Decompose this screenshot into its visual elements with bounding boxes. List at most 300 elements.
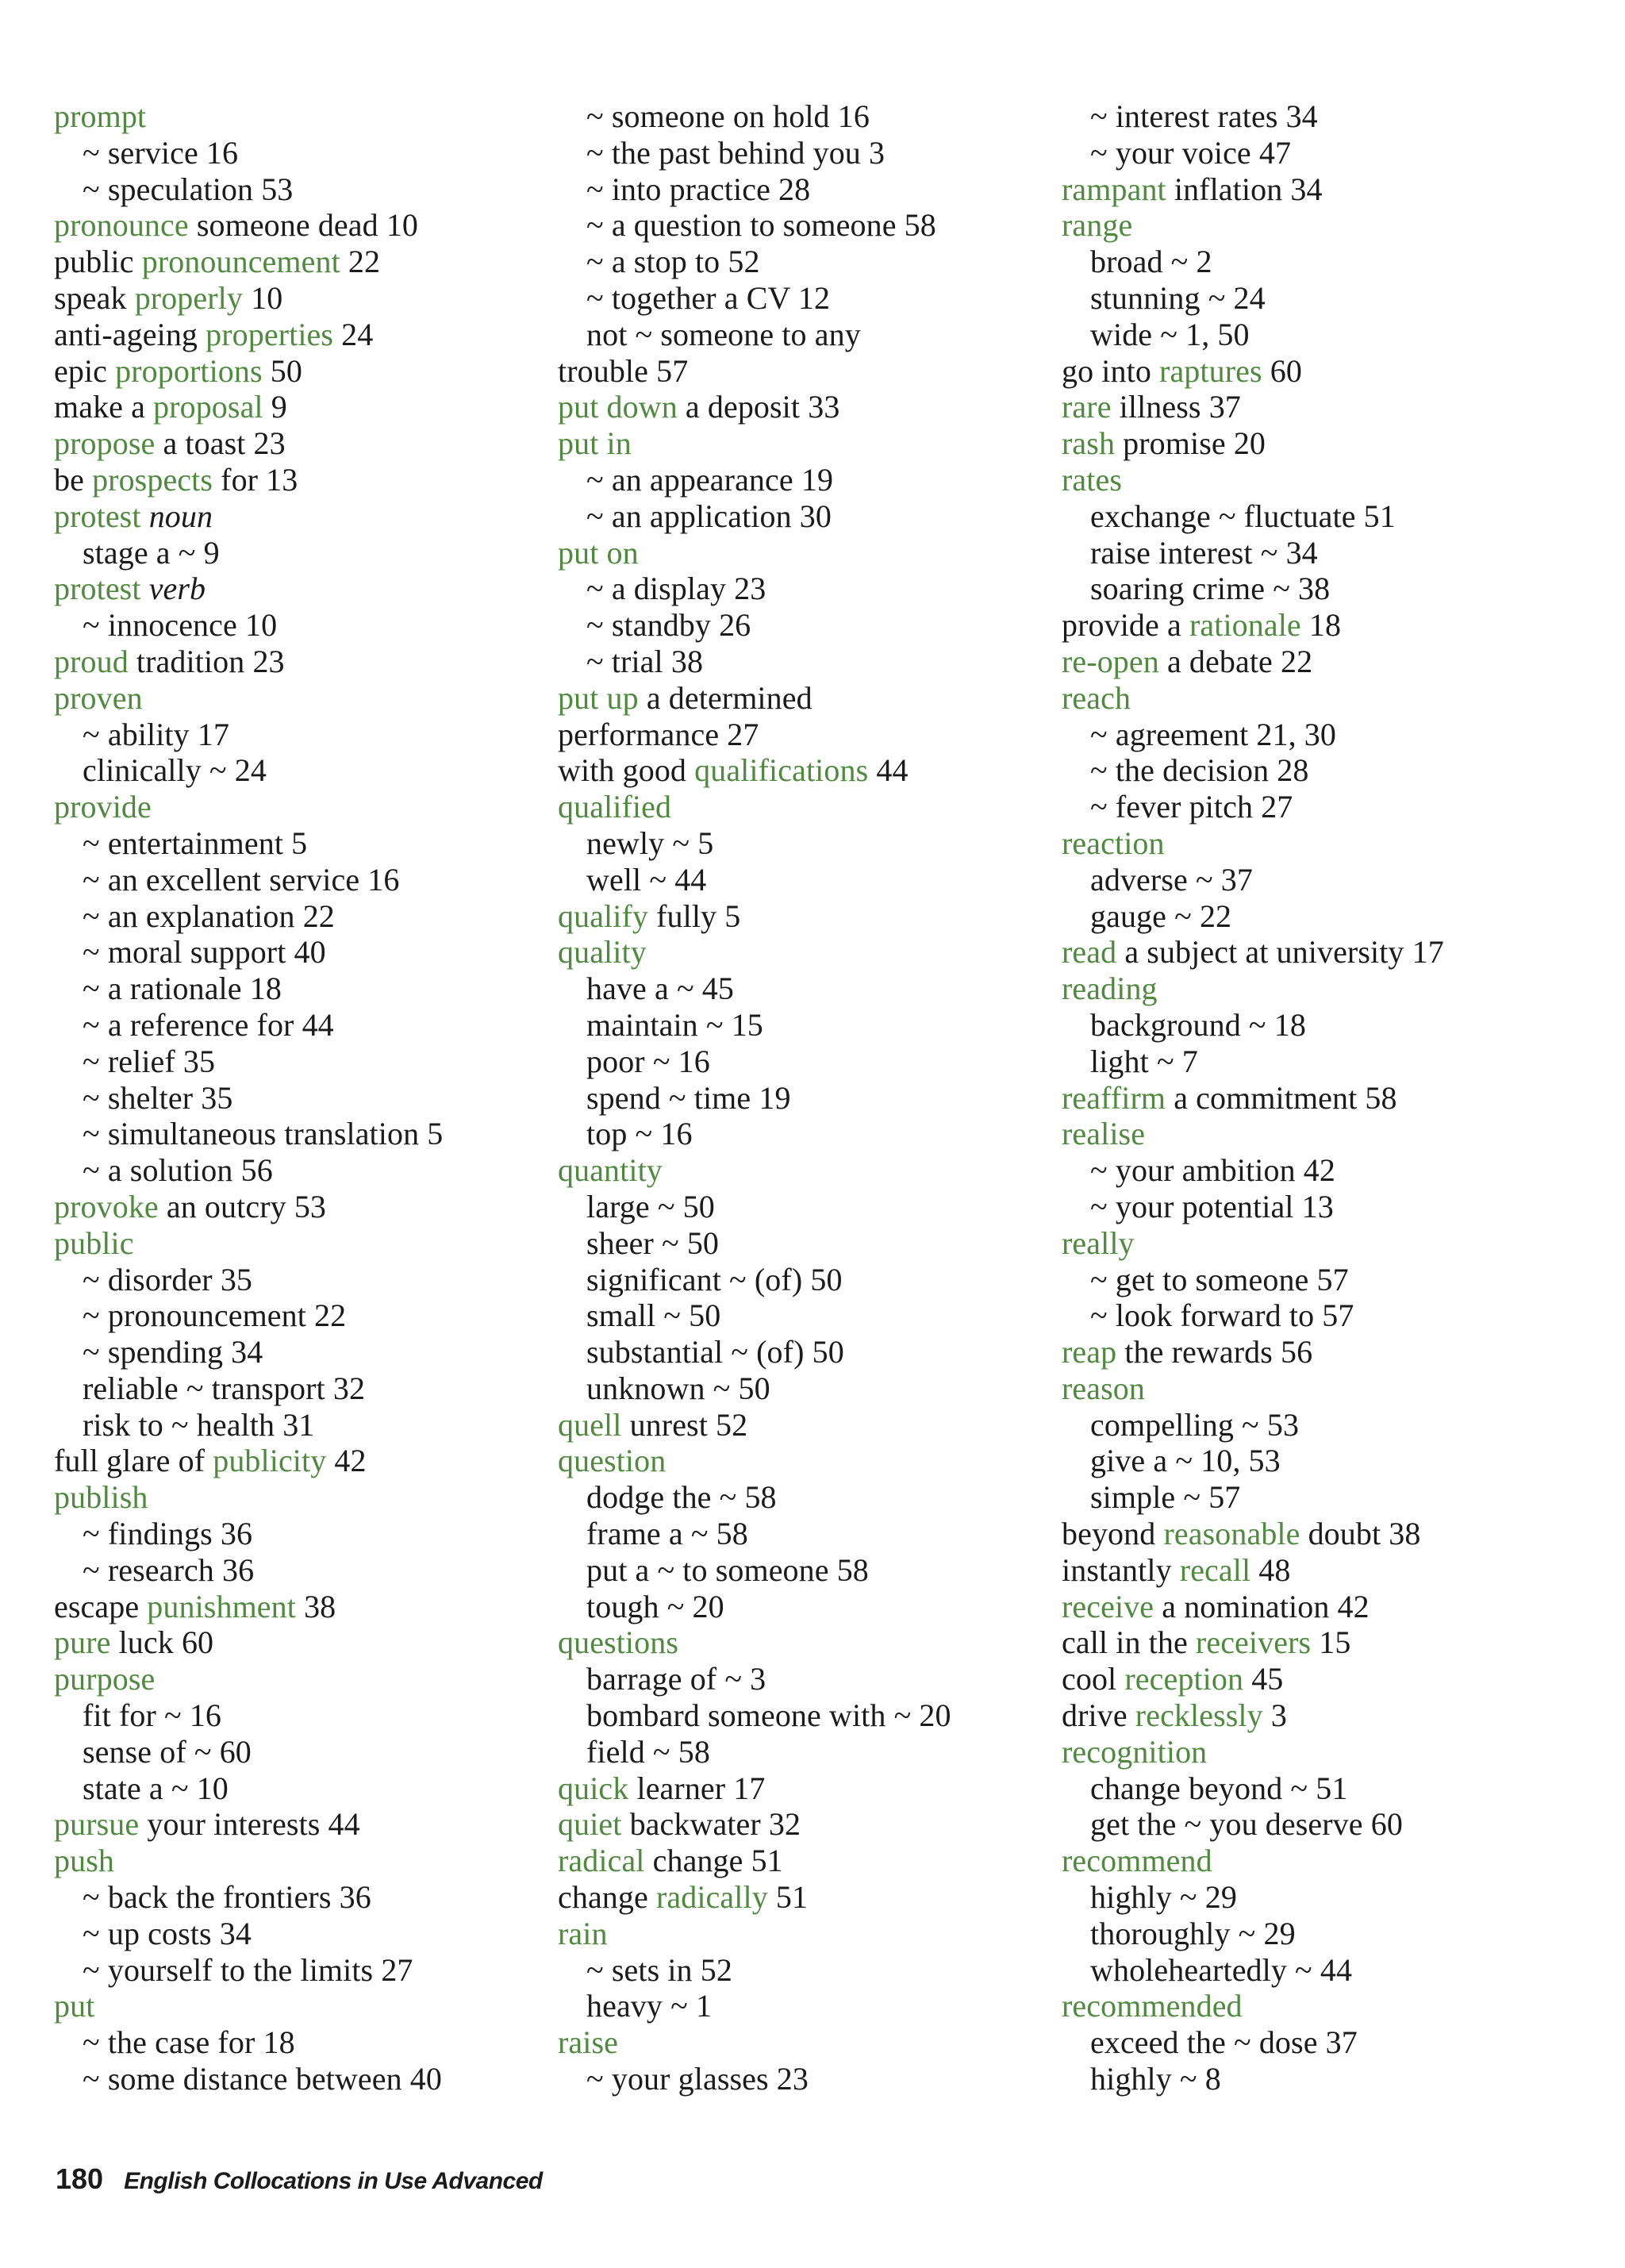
index-subentry bbox=[54, 1370, 530, 1407]
subentry-text: highly ~ 8 bbox=[1090, 2061, 1221, 2097]
subentry-text: ~ a display 23 bbox=[586, 571, 766, 607]
subentry-text: reliable ~ transport 32 bbox=[83, 1370, 366, 1406]
index-entry bbox=[1062, 1080, 1585, 1117]
entry-text-before: go into bbox=[1062, 352, 1160, 389]
subentry-text: ~ ability 17 bbox=[83, 716, 230, 752]
index-subentry bbox=[54, 1916, 530, 1952]
headword: reap bbox=[1062, 1334, 1117, 1370]
index-subentry bbox=[1062, 498, 1585, 535]
headword: qualify bbox=[558, 898, 649, 934]
headword: rash bbox=[1062, 425, 1116, 462]
headword: quality bbox=[558, 934, 647, 971]
index-subentry bbox=[558, 1952, 1034, 1989]
entry-text-after: 60 bbox=[1262, 352, 1302, 389]
entry-text-after: 24 bbox=[333, 316, 374, 352]
index-subentry bbox=[558, 98, 1034, 135]
index-subentry bbox=[558, 1589, 1034, 1625]
index-subentry bbox=[54, 135, 530, 171]
headword: realise bbox=[1062, 1116, 1146, 1152]
index-subentry bbox=[558, 571, 1034, 607]
index-subentry bbox=[1062, 98, 1585, 135]
subentry-text: ~ your potential 13 bbox=[1090, 1188, 1334, 1224]
entry-text-before: epic bbox=[54, 352, 116, 389]
entry-text-after: a determined bbox=[638, 679, 812, 716]
entry-text-after: a commitment 58 bbox=[1166, 1079, 1397, 1116]
headword: reach bbox=[1062, 679, 1131, 716]
subentry-text: unknown ~ 50 bbox=[586, 1370, 770, 1406]
index-subentry bbox=[1062, 898, 1585, 935]
entry-text-before: cool bbox=[1062, 1661, 1125, 1697]
headword: publicity bbox=[213, 1443, 327, 1479]
subentry-text: ~ an appearance 19 bbox=[586, 461, 834, 498]
headword: qualified bbox=[558, 789, 672, 825]
headword: reception bbox=[1124, 1661, 1244, 1697]
entry-text-before: instantly bbox=[1062, 1551, 1180, 1588]
index-subentry bbox=[558, 1007, 1034, 1044]
index-entry bbox=[1062, 1225, 1585, 1262]
index-entry bbox=[1062, 1552, 1585, 1589]
subentry-text: ~ an excellent service 16 bbox=[83, 861, 400, 898]
index-subentry bbox=[558, 1262, 1034, 1298]
index-subentry bbox=[54, 535, 530, 571]
entry-text-before: performance 27 bbox=[558, 716, 759, 752]
headword: radically bbox=[655, 1879, 768, 1916]
index-entry bbox=[1062, 171, 1585, 208]
index-entry bbox=[558, 1770, 1034, 1807]
entry-text-before: be bbox=[54, 461, 93, 498]
index-subentry bbox=[558, 1334, 1034, 1370]
entry-text-after: tradition 23 bbox=[128, 643, 285, 679]
index-subentry bbox=[54, 2024, 530, 2061]
index-entry bbox=[54, 425, 530, 462]
headword: rare bbox=[1062, 389, 1112, 425]
subentry-text: put a ~ to someone 58 bbox=[586, 1551, 869, 1588]
index-subentry bbox=[558, 1734, 1034, 1770]
index-entry bbox=[54, 1189, 530, 1225]
index-entry bbox=[1062, 1370, 1585, 1407]
index-entry bbox=[558, 1407, 1034, 1443]
part-of-speech-label: verb bbox=[148, 571, 206, 607]
index-subentry bbox=[54, 1516, 530, 1552]
subentry-text: ~ research 36 bbox=[83, 1551, 255, 1588]
index-subentry bbox=[1062, 244, 1585, 280]
headword: recklessly bbox=[1135, 1697, 1263, 1734]
index-entry bbox=[558, 1879, 1034, 1916]
subentry-text: state a ~ 10 bbox=[83, 1770, 229, 1806]
index-subentry bbox=[54, 1734, 530, 1770]
index-subentry bbox=[54, 971, 530, 1007]
index-subentry bbox=[54, 717, 530, 753]
entry-text-after: doubt 38 bbox=[1300, 1516, 1421, 1552]
headword: purpose bbox=[54, 1661, 156, 1697]
index-entry bbox=[558, 1624, 1034, 1661]
headword: put on bbox=[558, 534, 639, 571]
subentry-text: adverse ~ 37 bbox=[1090, 861, 1253, 898]
index-subentry bbox=[558, 1552, 1034, 1589]
index-entry bbox=[558, 1916, 1034, 1952]
subentry-text: risk to ~ health 31 bbox=[83, 1406, 315, 1443]
index-entry bbox=[54, 644, 530, 680]
subentry-text: give a ~ 10, 53 bbox=[1090, 1443, 1281, 1479]
index-subentry bbox=[54, 862, 530, 898]
headword: put down bbox=[558, 389, 678, 425]
entry-text-after: fully 5 bbox=[648, 898, 741, 934]
subentry-text: ~ moral support 40 bbox=[83, 934, 326, 971]
index-entry bbox=[54, 1443, 530, 1479]
index-entry bbox=[1062, 934, 1585, 971]
entry-text-before: anti-ageing bbox=[54, 316, 206, 352]
headword: provoke bbox=[54, 1188, 159, 1224]
subentry-text: wide ~ 1, 50 bbox=[1090, 316, 1250, 352]
headword: receivers bbox=[1195, 1624, 1312, 1661]
index-entry bbox=[558, 898, 1034, 935]
entry-text-after: 9 bbox=[263, 389, 287, 425]
entry-text-after: 45 bbox=[1243, 1661, 1284, 1697]
index-subentry bbox=[54, 171, 530, 208]
index-entry bbox=[54, 244, 530, 280]
index-subentry bbox=[1062, 789, 1585, 825]
index-entry bbox=[558, 389, 1034, 425]
entry-text-after: 50 bbox=[262, 352, 302, 389]
index-subentry bbox=[54, 1407, 530, 1443]
entry-text-after: 15 bbox=[1311, 1624, 1351, 1661]
headword: punishment bbox=[147, 1588, 296, 1624]
index-subentry bbox=[558, 971, 1034, 1007]
subentry-text: large ~ 50 bbox=[586, 1188, 715, 1224]
index-subentry bbox=[1062, 752, 1585, 789]
subentry-text: ~ yourself to the limits 27 bbox=[83, 1951, 413, 1988]
subentry-text: top ~ 16 bbox=[586, 1116, 693, 1152]
index-subentry bbox=[558, 171, 1034, 208]
subentry-text: poor ~ 16 bbox=[586, 1043, 710, 1079]
index-entry bbox=[54, 1843, 530, 1879]
subentry-text: frame a ~ 58 bbox=[586, 1516, 748, 1552]
index-entry bbox=[1062, 825, 1585, 862]
index-subentry bbox=[1062, 1152, 1585, 1189]
entry-text-before: full glare of bbox=[54, 1443, 213, 1479]
entry-text-before: escape bbox=[54, 1588, 148, 1624]
part-of-speech-label: noun bbox=[148, 498, 213, 534]
headword: questions bbox=[558, 1624, 679, 1661]
headword: quell bbox=[558, 1406, 622, 1443]
subentry-text: dodge the ~ 58 bbox=[586, 1479, 777, 1516]
subentry-text: ~ speculation 53 bbox=[83, 171, 294, 207]
subentry-text: ~ service 16 bbox=[83, 134, 239, 171]
subentry-text: sheer ~ 50 bbox=[586, 1224, 720, 1261]
index-subentry bbox=[1062, 317, 1585, 353]
index-entry bbox=[1062, 353, 1585, 390]
index-subentry bbox=[558, 1988, 1034, 2024]
headword: receive bbox=[1062, 1588, 1154, 1624]
index-subentry bbox=[558, 1479, 1034, 1516]
index-subentry bbox=[558, 644, 1034, 680]
index-subentry bbox=[54, 1552, 530, 1589]
index-subentry bbox=[54, 934, 530, 971]
subentry-text: ~ a stop to 52 bbox=[586, 244, 760, 280]
entry-text-after: a toast 23 bbox=[155, 425, 286, 462]
subentry-text: exceed the ~ dose 37 bbox=[1090, 2024, 1358, 2061]
subentry-text: ~ interest rates 34 bbox=[1090, 98, 1318, 134]
headword: rationale bbox=[1189, 607, 1301, 644]
subentry-text: barrage of ~ 3 bbox=[586, 1661, 766, 1697]
index-entry bbox=[54, 353, 530, 390]
index-entry bbox=[1062, 1624, 1585, 1661]
entry-text-after: for 13 bbox=[213, 461, 298, 498]
headword: pronounce bbox=[54, 207, 189, 244]
subentry-text: have a ~ 45 bbox=[586, 971, 735, 1007]
subentry-text: clinically ~ 24 bbox=[83, 752, 267, 789]
index-entry bbox=[558, 934, 1034, 971]
index-subentry bbox=[1062, 1952, 1585, 1989]
index-entry bbox=[1062, 1988, 1585, 2024]
book-title: English Collocations in Use Advanced bbox=[124, 2168, 543, 2194]
headword: proud bbox=[54, 643, 129, 679]
index-subentry bbox=[54, 1044, 530, 1080]
subentry-text: ~ a question to someone 58 bbox=[586, 207, 936, 244]
index-entry bbox=[54, 1589, 530, 1625]
entry-text-before: call in the bbox=[1062, 1624, 1196, 1661]
index-subentry bbox=[558, 207, 1034, 244]
headword: reading bbox=[1062, 971, 1158, 1007]
entry-text-after: 22 bbox=[340, 244, 381, 280]
subentry-text: broad ~ 2 bbox=[1090, 244, 1212, 280]
entry-text-before: trouble 57 bbox=[558, 352, 689, 389]
index-entry bbox=[1062, 1843, 1585, 1879]
index-subentry bbox=[54, 1334, 530, 1370]
headword: push bbox=[54, 1843, 114, 1879]
index-subentry bbox=[558, 280, 1034, 317]
index-subentry bbox=[558, 1297, 1034, 1334]
entry-text-before: beyond bbox=[1062, 1516, 1164, 1552]
index-subentry bbox=[1062, 1916, 1585, 1952]
index-subentry bbox=[1062, 1443, 1585, 1479]
headword: reaffirm bbox=[1062, 1079, 1166, 1116]
subentry-text: significant ~ (of) 50 bbox=[586, 1261, 843, 1297]
headword: quantity bbox=[558, 1152, 663, 1189]
headword: reason bbox=[1062, 1370, 1145, 1406]
entry-text-after: illness 37 bbox=[1111, 389, 1241, 425]
index-subentry bbox=[1062, 2061, 1585, 2097]
subentry-text: ~ some distance between 40 bbox=[83, 2061, 442, 2097]
headword: public bbox=[54, 1224, 134, 1261]
index-entry bbox=[558, 717, 1034, 753]
headword: proven bbox=[54, 679, 143, 716]
index-entry bbox=[558, 1806, 1034, 1843]
headword: recommended bbox=[1062, 1988, 1243, 2024]
subentry-text: ~ findings 36 bbox=[83, 1516, 253, 1552]
subentry-text: ~ into practice 28 bbox=[586, 171, 811, 207]
index-column-3 bbox=[1062, 98, 1585, 2097]
headword: really bbox=[1062, 1224, 1135, 1261]
headword: put up bbox=[558, 679, 639, 716]
index-subentry bbox=[558, 1370, 1034, 1407]
entry-text-before: provide a bbox=[1062, 607, 1189, 644]
index-entry bbox=[1062, 644, 1585, 680]
index-column-2 bbox=[558, 98, 1034, 2097]
index-subentry bbox=[54, 1152, 530, 1189]
index-entry bbox=[558, 535, 1034, 571]
headword: range bbox=[1062, 207, 1133, 244]
index-entry bbox=[54, 317, 530, 353]
subentry-text: background ~ 18 bbox=[1090, 1006, 1306, 1043]
subentry-text: ~ up costs 34 bbox=[83, 1915, 252, 1951]
headword: prospects bbox=[92, 461, 213, 498]
headword: recommend bbox=[1062, 1843, 1212, 1879]
index-subentry bbox=[558, 2061, 1034, 2097]
subentry-text: ~ relief 35 bbox=[83, 1043, 216, 1079]
subentry-text: ~ a rationale 18 bbox=[83, 971, 282, 1007]
index-entry bbox=[54, 1225, 530, 1262]
entry-text-after: a subject at university 17 bbox=[1116, 934, 1444, 971]
entry-text-after: 48 bbox=[1250, 1551, 1291, 1588]
subentry-text: newly ~ 5 bbox=[586, 825, 714, 861]
subentry-text: soaring crime ~ 38 bbox=[1090, 571, 1331, 607]
index-entry bbox=[558, 2024, 1034, 2061]
headword: reaction bbox=[1062, 825, 1165, 861]
headword: properly bbox=[134, 279, 243, 316]
entry-text-after: 3 bbox=[1262, 1697, 1287, 1734]
subentry-text: exchange ~ fluctuate 51 bbox=[1090, 498, 1396, 534]
index-subentry bbox=[558, 862, 1034, 898]
subentry-text: ~ together a CV 12 bbox=[586, 279, 831, 316]
subentry-text: ~ look forward to 57 bbox=[1090, 1297, 1354, 1334]
index-subentry bbox=[54, 752, 530, 789]
subentry-text: maintain ~ 15 bbox=[586, 1006, 763, 1043]
index-subentry bbox=[54, 1116, 530, 1152]
index-subentry bbox=[1062, 717, 1585, 753]
entry-text-before: speak bbox=[54, 279, 135, 316]
headword: recall bbox=[1179, 1551, 1251, 1588]
index-entry bbox=[1062, 462, 1585, 498]
index-entry bbox=[1062, 389, 1585, 425]
index-subentry bbox=[54, 1007, 530, 1044]
subentry-text: ~ the decision 28 bbox=[1090, 752, 1309, 789]
index-entry bbox=[54, 1806, 530, 1843]
subentry-text: ~ your voice 47 bbox=[1090, 134, 1292, 171]
entry-text-after: a debate 22 bbox=[1158, 643, 1313, 679]
headword: qualifications bbox=[694, 752, 869, 789]
headword: quiet bbox=[558, 1806, 622, 1843]
index-entry bbox=[54, 789, 530, 825]
subentry-text: ~ an explanation 22 bbox=[83, 898, 335, 934]
index-entry bbox=[54, 1479, 530, 1516]
subentry-text: ~ disorder 35 bbox=[83, 1261, 253, 1297]
index-entry bbox=[1062, 1334, 1585, 1370]
entry-text-after: inflation 34 bbox=[1166, 171, 1323, 207]
subentry-text: small ~ 50 bbox=[586, 1297, 721, 1334]
entry-text-after: change 51 bbox=[644, 1843, 783, 1879]
entry-text-after: luck 60 bbox=[110, 1624, 214, 1661]
subentry-text: ~ simultaneous translation 5 bbox=[83, 1116, 444, 1152]
index-subentry bbox=[54, 2061, 530, 2097]
index-subentry bbox=[1062, 862, 1585, 898]
index-entry bbox=[54, 462, 530, 498]
index-entry bbox=[558, 1443, 1034, 1479]
index-entry bbox=[558, 680, 1034, 717]
subentry-text: not ~ someone to any bbox=[586, 316, 861, 352]
subentry-text: substantial ~ (of) 50 bbox=[586, 1334, 844, 1370]
index-entry bbox=[558, 353, 1034, 390]
index-subentry bbox=[54, 898, 530, 935]
subentry-text: ~ sets in 52 bbox=[586, 1951, 732, 1988]
index-entry bbox=[54, 1624, 530, 1661]
headword: pronouncement bbox=[141, 244, 340, 280]
subentry-text: light ~ 7 bbox=[1090, 1043, 1198, 1079]
index-subentry bbox=[54, 825, 530, 862]
index-subentry bbox=[1062, 1879, 1585, 1916]
index-subentry bbox=[54, 1262, 530, 1298]
subentry-text: sense of ~ 60 bbox=[83, 1733, 252, 1770]
index-subentry bbox=[558, 1225, 1034, 1262]
index-entry bbox=[558, 1843, 1034, 1879]
index-entry bbox=[1062, 680, 1585, 717]
subentry-text: ~ the case for 18 bbox=[83, 2024, 295, 2061]
entry-text-after: 44 bbox=[868, 752, 909, 789]
subentry-text: ~ shelter 35 bbox=[83, 1079, 233, 1116]
index-subentry bbox=[54, 1080, 530, 1117]
subentry-text: raise interest ~ 34 bbox=[1090, 534, 1318, 571]
index-subentry bbox=[1062, 1770, 1585, 1807]
subentry-text: spend ~ time 19 bbox=[586, 1079, 791, 1116]
subentry-text: ~ a reference for 44 bbox=[83, 1006, 334, 1043]
index-entry bbox=[1062, 971, 1585, 1007]
subentry-text: ~ someone on hold 16 bbox=[586, 98, 870, 134]
index-entry bbox=[558, 1152, 1034, 1189]
headword: publish bbox=[54, 1479, 148, 1516]
headword: propose bbox=[54, 425, 156, 462]
entry-text-after: unrest 52 bbox=[621, 1406, 748, 1443]
entry-text-after: the rewards 56 bbox=[1116, 1334, 1313, 1370]
subentry-text: ~ fever pitch 27 bbox=[1090, 789, 1293, 825]
index-entry bbox=[1062, 1661, 1585, 1697]
headword: re-open bbox=[1062, 643, 1159, 679]
index-subentry bbox=[1062, 1044, 1585, 1080]
entry-text-before: make a bbox=[54, 389, 154, 425]
index-subentry bbox=[1062, 571, 1585, 607]
entry-text-after: a deposit 33 bbox=[677, 389, 840, 425]
index-subentry bbox=[54, 1697, 530, 1734]
index-subentry bbox=[558, 244, 1034, 280]
index-subentry bbox=[558, 825, 1034, 862]
subentry-text: stunning ~ 24 bbox=[1090, 279, 1266, 316]
entry-text-after: 10 bbox=[243, 279, 283, 316]
subentry-text: ~ spending 34 bbox=[83, 1334, 263, 1370]
subentry-text: stage a ~ 9 bbox=[83, 534, 220, 571]
index-subentry bbox=[1062, 535, 1585, 571]
headword: raptures bbox=[1159, 352, 1262, 389]
subentry-text: ~ the past behind you 3 bbox=[586, 134, 885, 171]
index-subentry bbox=[1062, 1007, 1585, 1044]
subentry-text: field ~ 58 bbox=[586, 1733, 710, 1770]
index-subentry bbox=[558, 1189, 1034, 1225]
subentry-text: well ~ 44 bbox=[586, 861, 707, 898]
index-subentry bbox=[1062, 2024, 1585, 2061]
headword: radical bbox=[558, 1843, 645, 1879]
index-subentry bbox=[1062, 1479, 1585, 1516]
subentry-text: ~ pronouncement 22 bbox=[83, 1297, 347, 1334]
index-entry bbox=[1062, 425, 1585, 462]
index-subentry bbox=[54, 1952, 530, 1989]
entry-text-after: an outcry 53 bbox=[158, 1188, 327, 1224]
subentry-text: highly ~ 29 bbox=[1090, 1879, 1237, 1916]
headword: properties bbox=[206, 316, 334, 352]
headword: protest bbox=[54, 571, 141, 607]
headword: prompt bbox=[54, 98, 147, 134]
index-subentry bbox=[1062, 1297, 1585, 1334]
subentry-text: compelling ~ 53 bbox=[1090, 1406, 1300, 1443]
subentry-text: ~ your glasses 23 bbox=[586, 2061, 809, 2097]
index-entry bbox=[1062, 1734, 1585, 1770]
